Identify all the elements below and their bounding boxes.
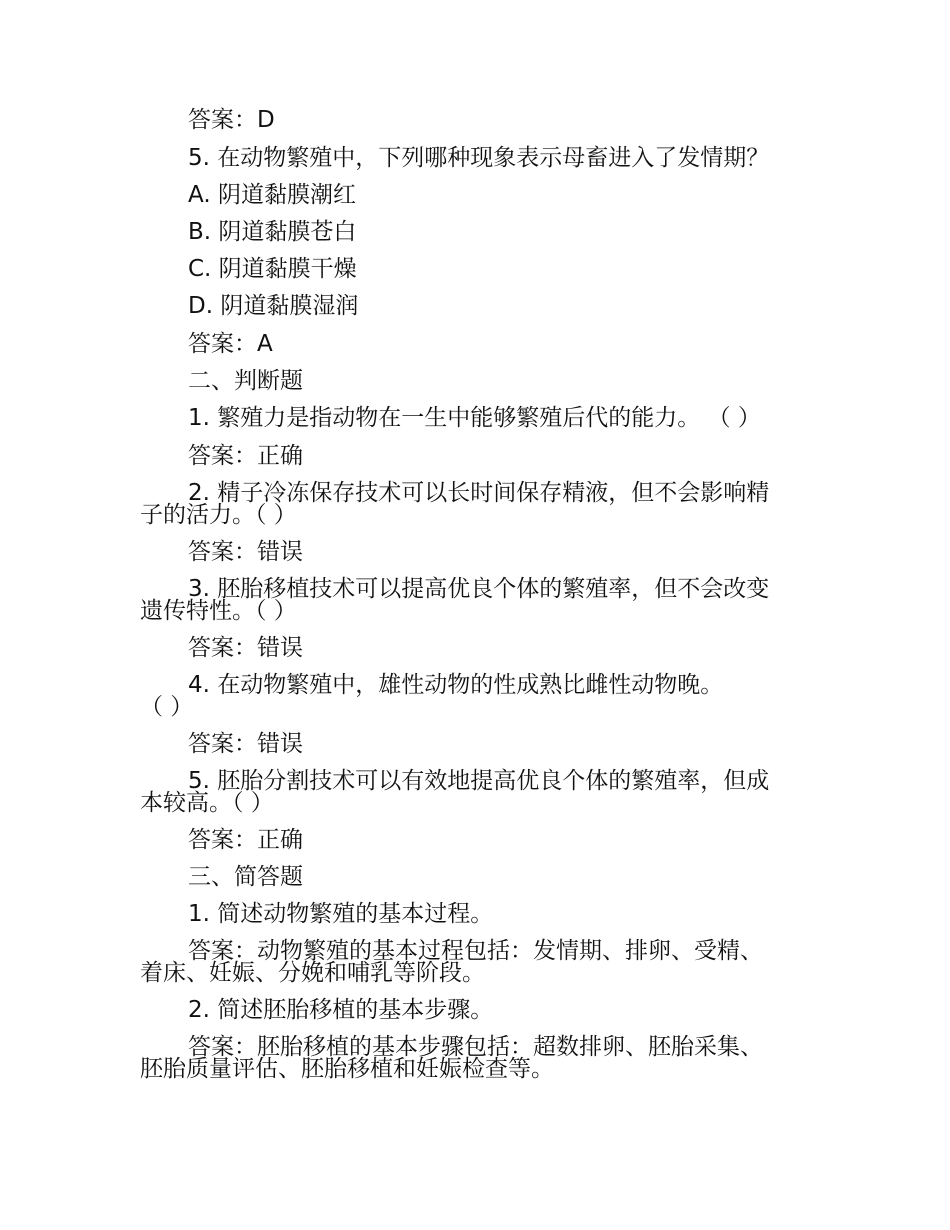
section-heading-true-false: 二、判断题: [188, 368, 303, 394]
tf-question-2: 2. 精子冷冻保存技术可以长时间保存精液，但不会影响精: [188, 480, 770, 506]
tf-question-3-cont: 遗传特性。（ ）: [140, 598, 297, 624]
sa-answer-1: 答案：动物繁殖的基本过程包括：发情期、排卵、受精、: [188, 938, 763, 964]
sa-question-2: 2. 简述胚胎移植的基本步骤。: [188, 997, 494, 1023]
tf-question-5: 5. 胚胎分割技术可以有效地提高优良个体的繁殖率，但成: [188, 768, 770, 794]
sa-question-1: 1. 简述动物繁殖的基本过程。: [188, 901, 494, 927]
sa-answer-1-cont: 着床、妊娠、分娩和哺乳等阶段。: [140, 960, 485, 986]
answer-line: 答案：错误: [188, 635, 303, 661]
answer-line: 答案：正确: [188, 443, 303, 469]
option-a: A. 阴道黏膜潮红: [188, 182, 356, 208]
tf-question-3: 3. 胚胎移植技术可以提高优良个体的繁殖率，但不会改变: [188, 576, 770, 602]
section-heading-short-answer: 三、简答题: [188, 864, 303, 890]
tf-question-4: 4. 在动物繁殖中，雄性动物的性成熟比雌性动物晚。: [188, 672, 724, 698]
answer-line: 答案：正确: [188, 827, 303, 853]
tf-question-4-cont: （ ）: [140, 694, 194, 720]
answer-line: 答案：A: [188, 331, 273, 357]
answer-line: 答案：D: [188, 107, 275, 133]
sa-answer-2: 答案：胚胎移植的基本步骤包括：超数排卵、胚胎采集、: [188, 1034, 763, 1060]
tf-question-2-cont: 子的活力。（ ）: [140, 502, 297, 528]
option-c: C. 阴道黏膜干燥: [188, 256, 357, 282]
tf-question-5-cont: 本较高。（ ）: [140, 790, 274, 816]
sa-answer-2-cont: 胚胎质量评估、胚胎移植和妊娠检查等。: [140, 1056, 554, 1082]
option-d: D. 阴道黏膜湿润: [188, 293, 359, 319]
tf-question-1: 1. 繁殖力是指动物在一生中能够繁殖后代的能力。 （ ）: [188, 405, 761, 431]
option-b: B. 阴道黏膜苍白: [188, 219, 357, 245]
answer-line: 答案：错误: [188, 731, 303, 757]
question-5-text: 5. 在动物繁殖中，下列哪种现象表示母畜进入了发情期？: [188, 145, 770, 171]
answer-line: 答案：错误: [188, 539, 303, 565]
